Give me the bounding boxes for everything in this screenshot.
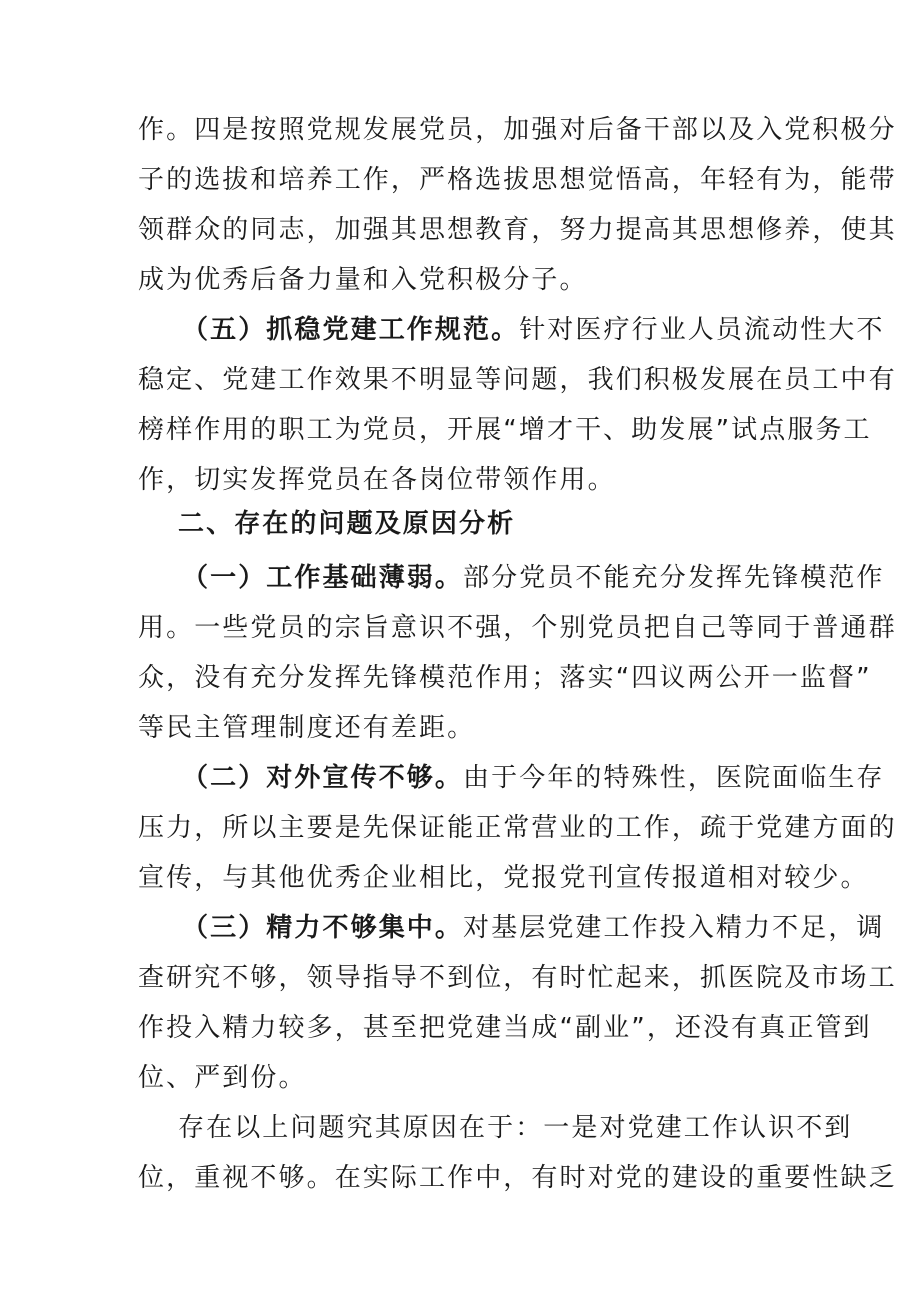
paragraph-line: 位、严到份。	[138, 1063, 307, 1093]
paragraph-line: 子的选拔和培养工作，严格选拔思想觉悟高，年轻有为，能带	[138, 165, 897, 195]
paragraph-text: 对基层党建工作投入精力不足，调	[463, 913, 885, 943]
paragraph-text: 部分党员不能充分发挥先锋模范作	[463, 563, 885, 593]
paragraph-title: （一）工作基础薄弱。	[182, 563, 464, 593]
paragraph-text: 针对医疗行业人员流动性大不	[519, 315, 885, 345]
paragraph-line: 作投入精力较多，甚至把党建当成“副业”，还没有真正管到	[138, 1013, 872, 1043]
paragraph-line: 用。一些党员的宗旨意识不强，个别党员把自己等同于普通群	[138, 613, 897, 643]
paragraph-text: 由于今年的特殊性，医院面临生存	[463, 763, 885, 793]
paragraph-first-line: 存在以上问题究其原因在于：一是对党建工作认识不到	[178, 1113, 853, 1143]
paragraph-line: 宣传，与其他优秀企业相比，党报党刊宣传报道相对较少。	[138, 863, 869, 893]
paragraph-first-line	[182, 560, 885, 596]
paragraph-first-line	[182, 910, 885, 946]
paragraph-first-line	[182, 312, 885, 348]
paragraph-title: （二）对外宣传不够。	[182, 763, 464, 793]
paragraph-line: 位，重视不够。在实际工作中，有时对党的建设的重要性缺乏	[138, 1163, 897, 1193]
paragraph-line: 压力，所以主要是先保证能正常营业的工作，疏于党建方面的	[138, 813, 897, 843]
paragraph-line: 查研究不够，领导指导不到位，有时忙起来，抓医院及市场工	[138, 963, 897, 993]
paragraph-line: 作，切实发挥党员在各岗位带领作用。	[138, 465, 616, 495]
paragraph-line: 众，没有充分发挥先锋模范作用；落实“四议两公开一监督”	[138, 663, 872, 693]
paragraph-line: 领群众的同志，加强其思想教育，努力提高其思想修养，使其	[138, 215, 897, 245]
paragraph-line: 榜样作用的职工为党员，开展“增才干、助发展”试点服务工	[138, 415, 872, 445]
paragraph-title: （三）精力不够集中。	[182, 913, 464, 943]
paragraph-line: 等民主管理制度还有差距。	[138, 713, 476, 743]
paragraph-title: （五）抓稳党建工作规范。	[182, 315, 520, 345]
section-heading: 二、存在的问题及原因分析	[178, 509, 516, 539]
paragraph-line: 成为优秀后备力量和入党积极分子。	[138, 265, 588, 295]
paragraph-line: 稳定、党建工作效果不明显等问题，我们积极发展在员工中有	[138, 365, 897, 395]
paragraph-first-line	[182, 760, 885, 796]
paragraph-line: 作。四是按照党规发展党员，加强对后备干部以及入党积极分	[138, 115, 897, 145]
